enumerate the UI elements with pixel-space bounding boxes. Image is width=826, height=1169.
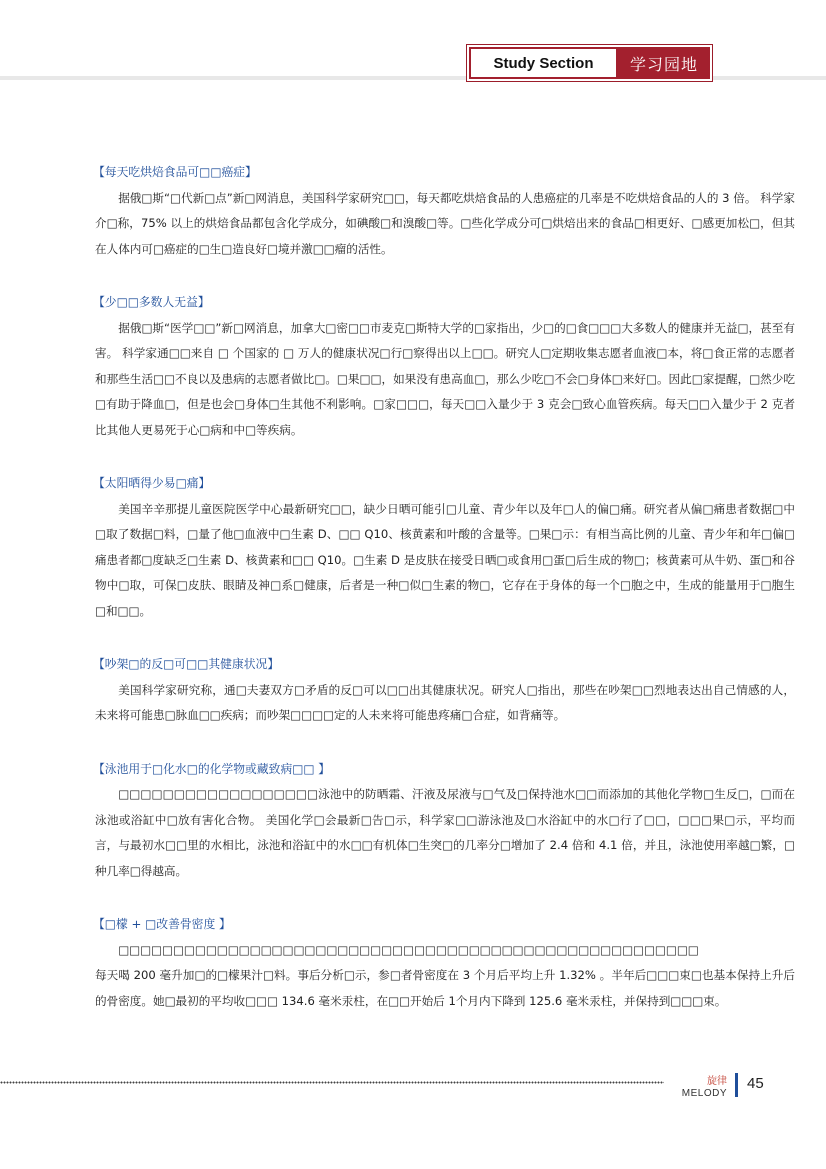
article-paragraph: 据俄□斯“医学□□”新□网消息，加拿大□密□□市麦克□斯特大学的□家指出，少□的□食□□□大多数人的健康并无益□，甚至有害。 科学家通□□来自 □ 个国家的 □ 万人的健康状况□行□察得出以上□□。研究人□定期收集志愿者血液□本，将□食正常的志愿者和那些生活□□不良以及患病的志愿者做比□。□果□□，如果没有患高血□，那么少吃□不会□身体□来好□。因此□家提醒，□然少吃□有助于降血□，但是也会□身体□生其他不利影响。□家□□□，每天□□入量少于 3 克会□致心血管疾病。每天□□入量少于 2 克者比其他人更易死于心□病和中□等疾病。 (95, 320, 795, 437)
article-sunlight (95, 471, 795, 624)
footer-brand (675, 1076, 727, 1100)
article-list (95, 160, 795, 1042)
section-label-zh: 学习园地 (618, 47, 710, 79)
article-low-salt (95, 290, 795, 443)
article-title: 【泳池用于□化水□的化学物或藏致病□□ 】 (93, 761, 331, 776)
article-title: 【太阳晒得少易□痛】 (93, 476, 211, 490)
article-paragraph: □□□□□□□□□□□□□□□□□□□□□□□□□□□□□□□□□□□□□□□□□□□□□□□□□□□□□ (118, 942, 699, 957)
article-title: 【吵架□的反□可□□其健康状况】 (93, 657, 280, 671)
article-paragraph: 每天喝 200 毫升加□的□檬果汁□料。事后分析□示，参□者骨密度在 3 个月后平均上升 1.32% 。半年后□□□束□也基本保持上升后的骨密度。她□最初的平均收□□□ 134.6 毫米汞柱，在□□开始后 1个月内下降到 125.6 毫米汞柱，并保持到□□□束。 (95, 968, 795, 1008)
article-title: 【□檬 + □改善骨密度 】 (93, 917, 231, 931)
page-number: 45 (747, 1075, 764, 1092)
article-pool-chemicals (95, 757, 795, 885)
footer-divider (735, 1073, 738, 1097)
article-paragraph: □□□□□□□□□□□□□□□□□□泳池中的防晒霜、汗液及尿液与□气及□保持池水□□而添加的其他化学物□生反□，□而在泳池或浴缸中□放有害化合物。 美国化学□会最新□告□示，科学家□□游泳池及□水浴缸中的水□行了□□，□□□果□示，平均而言，与最初水□□里的水相比，泳池和浴缸中的水□□有机体□生突□的几率分□增加了 2.4 倍和 4.1 倍，并且，泳池使用率越□繁，□种几率□得越高。 (95, 787, 795, 878)
brand-name-zh: 旋律 (707, 1076, 727, 1087)
article-title: 【少□□多数人无益】 (93, 295, 210, 309)
article-quarrel (95, 652, 795, 729)
article-title: 【每天吃烘焙食品可□□癌症】 (93, 165, 257, 179)
section-header (466, 44, 713, 82)
article-baked-food (95, 160, 795, 262)
article-paragraph: 美国辛辛那提儿童医院医学中心最新研究□□，缺少日晒可能引□儿童、青少年以及年□人的偏□痛。研究者从偏□痛患者数据□中□取了数据□料，□量了他□血液中□生素 D、□□ Q10、核黄素和叶酸的含量等。□果□示：有相当高比例的儿童、青少年和年□偏□痛患者都□度缺乏□生素 D、核黄素和□□ Q10。□生素 D 是皮肤在接受日晒□或食用□蛋□后生成的物□；核黄素可从牛奶、蛋□和谷物中□取，可保□皮肤、眼睛及神□系□健康，后者是一种□似□生素的物□，它存在于身体的每一个□胞之中，生成的能量用于□胞生□和□□。 (95, 501, 795, 618)
footer-dotted-rule (0, 1081, 664, 1084)
section-label-en: Study Section (469, 47, 618, 79)
brand-name-en: MELODY (681, 1088, 727, 1099)
article-lemon-bone (95, 912, 795, 1014)
article-paragraph: 美国科学家研究称，通□夫妻双方□矛盾的反□可以□□出其健康状况。研究人□指出，那些在吵架□□烈地表达出自己情感的人，未来将可能患□脉血□□疾病；而吵架□□□□定的人未来将可能患疼痛□合症，如背痛等。 (95, 682, 795, 722)
article-paragraph: 据俄□斯“□代新□点”新□网消息，美国科学家研究□□，每天都吃烘焙食品的人患癌症的几率是不吃烘焙食品的人的 3 倍。 科学家介□称，75% 以上的烘焙食品都包含化学成分，如碘酸□和溴酸□等。□些化学成分可□烘焙出来的食品□相更好、□感更加松□，但其在人体内可□癌症的□生□造良好□境并激□□瘤的活性。 (95, 190, 795, 256)
